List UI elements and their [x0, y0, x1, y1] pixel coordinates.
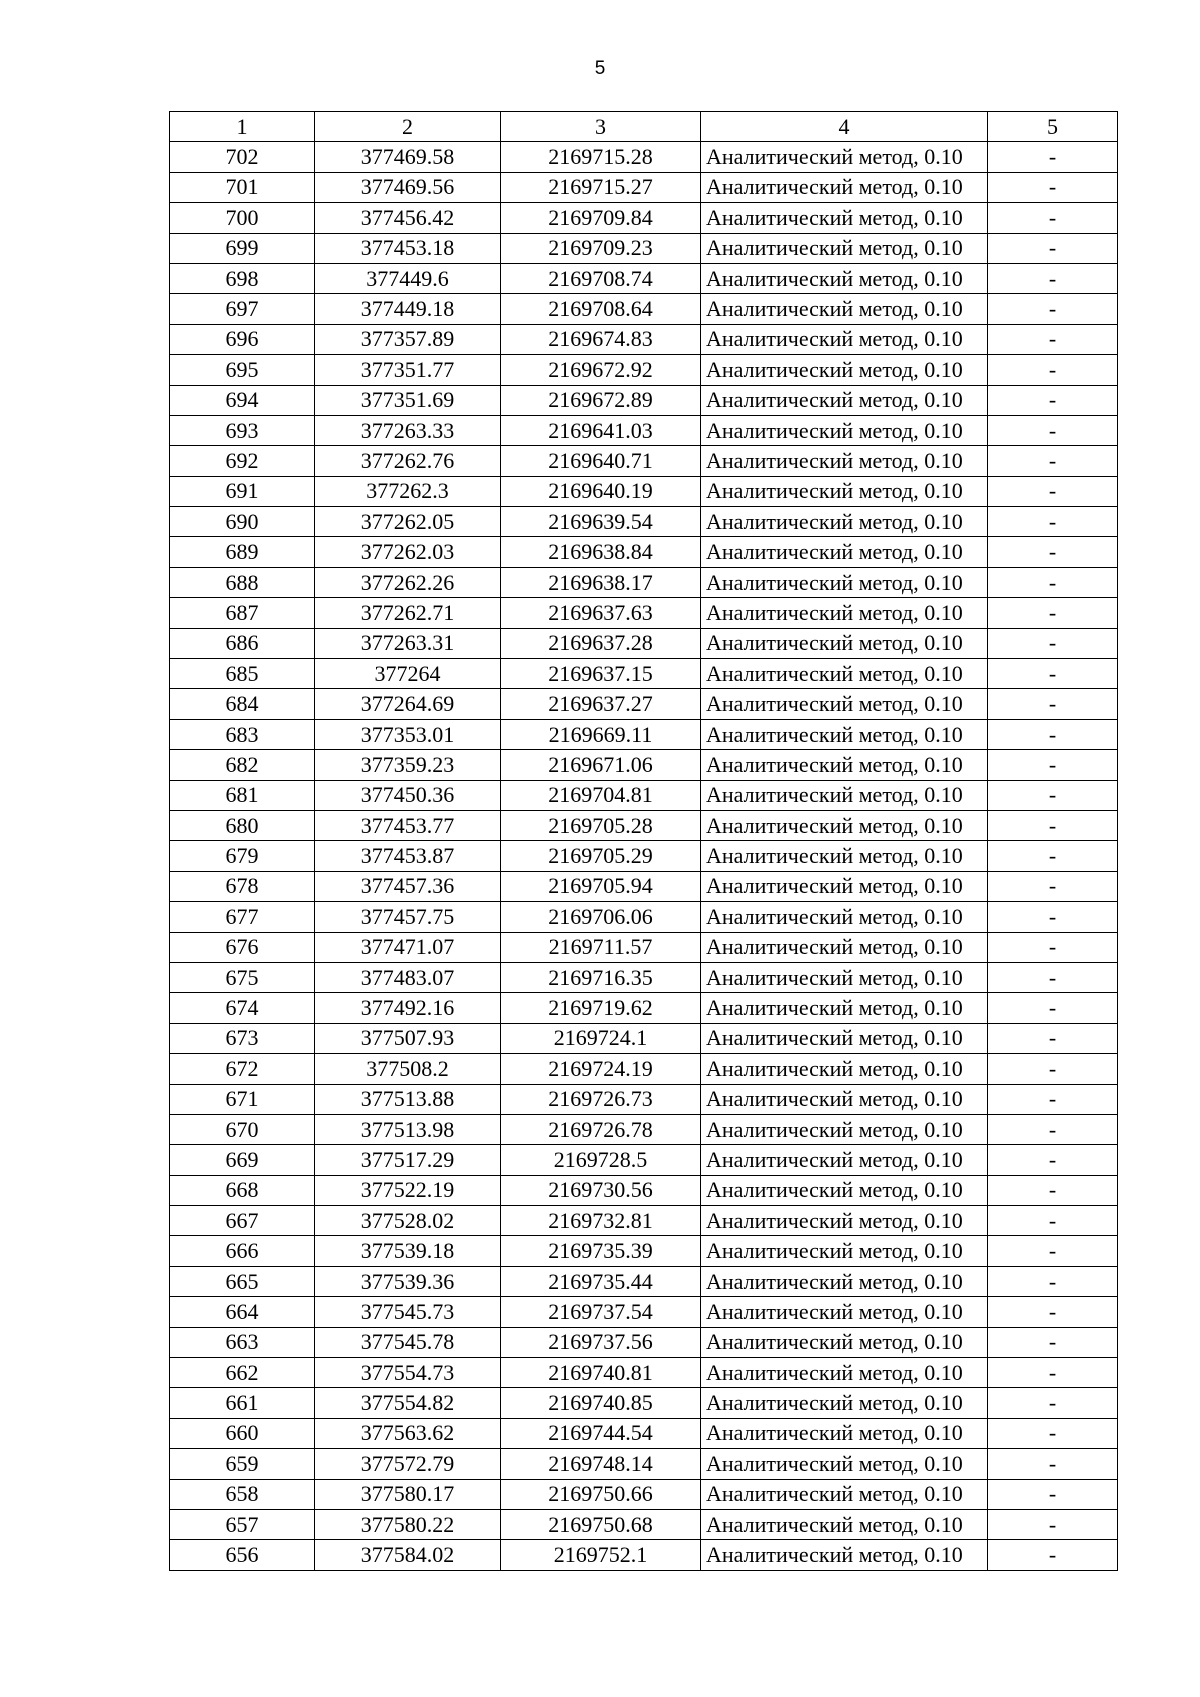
table-row: [170, 1266, 1118, 1296]
table-cell: Аналитический метод, 0.10: [701, 1054, 988, 1084]
table-row: [170, 172, 1118, 202]
table-cell: 377457.36: [315, 871, 501, 901]
table-cell: 377539.18: [315, 1236, 501, 1266]
table-cell: 377456.42: [315, 203, 501, 233]
table-cell: Аналитический метод, 0.10: [701, 780, 988, 810]
table-cell: 2169708.64: [501, 294, 701, 324]
table-cell: 377263.31: [315, 628, 501, 658]
table-cell: 2169705.28: [501, 810, 701, 840]
table-cell: -: [988, 263, 1118, 293]
table-row: [170, 780, 1118, 810]
table-cell: 377469.56: [315, 172, 501, 202]
table-cell: -: [988, 1175, 1118, 1205]
table-cell: -: [988, 780, 1118, 810]
table-cell: 377359.23: [315, 750, 501, 780]
table-cell: -: [988, 1084, 1118, 1114]
table-cell: Аналитический метод, 0.10: [701, 719, 988, 749]
table-row: [170, 203, 1118, 233]
table-cell: 2169637.28: [501, 628, 701, 658]
table-cell: 2169730.56: [501, 1175, 701, 1205]
table-cell: Аналитический метод, 0.10: [701, 1327, 988, 1357]
table-cell: 682: [170, 750, 315, 780]
table-cell: 676: [170, 932, 315, 962]
table-cell: Аналитический метод, 0.10: [701, 446, 988, 476]
table-cell: 701: [170, 172, 315, 202]
column-header: 2: [315, 112, 501, 142]
table-cell: 661: [170, 1388, 315, 1418]
table-row: [170, 1509, 1118, 1539]
table-cell: 2169708.74: [501, 263, 701, 293]
table-cell: Аналитический метод, 0.10: [701, 871, 988, 901]
table-cell: -: [988, 172, 1118, 202]
table-row: [170, 659, 1118, 689]
table-row: [170, 415, 1118, 445]
table-cell: -: [988, 719, 1118, 749]
table-cell: 377572.79: [315, 1449, 501, 1479]
table-cell: -: [988, 294, 1118, 324]
table-cell: 2169724.19: [501, 1054, 701, 1084]
table-cell: 2169674.83: [501, 324, 701, 354]
table-cell: Аналитический метод, 0.10: [701, 415, 988, 445]
table-cell: 377262.05: [315, 507, 501, 537]
table-cell: 2169735.44: [501, 1266, 701, 1296]
table-cell: -: [988, 628, 1118, 658]
table-cell: 2169639.54: [501, 507, 701, 537]
table-cell: 2169726.73: [501, 1084, 701, 1114]
table-cell: -: [988, 355, 1118, 385]
table-row: [170, 841, 1118, 871]
table-cell: 377508.2: [315, 1054, 501, 1084]
table-cell: -: [988, 1479, 1118, 1509]
table-cell: -: [988, 1145, 1118, 1175]
table-cell: -: [988, 324, 1118, 354]
table-cell: 675: [170, 962, 315, 992]
table-cell: 686: [170, 628, 315, 658]
table-cell: 698: [170, 263, 315, 293]
table-cell: 671: [170, 1084, 315, 1114]
table-cell: Аналитический метод, 0.10: [701, 537, 988, 567]
table-cell: 689: [170, 537, 315, 567]
table-cell: 692: [170, 446, 315, 476]
table-cell: 2169716.35: [501, 962, 701, 992]
table-row: [170, 1388, 1118, 1418]
table-cell: 2169637.27: [501, 689, 701, 719]
table-cell: 693: [170, 415, 315, 445]
table-row: [170, 1114, 1118, 1144]
table-cell: -: [988, 1327, 1118, 1357]
table-cell: 377545.73: [315, 1297, 501, 1327]
table-cell: Аналитический метод, 0.10: [701, 659, 988, 689]
table-cell: 377262.03: [315, 537, 501, 567]
table-cell: 377353.01: [315, 719, 501, 749]
table-cell: 2169748.14: [501, 1449, 701, 1479]
table-cell: 2169724.1: [501, 1023, 701, 1053]
table-cell: Аналитический метод, 0.10: [701, 932, 988, 962]
table-row: [170, 1206, 1118, 1236]
table-cell: Аналитический метод, 0.10: [701, 1236, 988, 1266]
table-cell: 2169726.78: [501, 1114, 701, 1144]
table-cell: Аналитический метод, 0.10: [701, 993, 988, 1023]
table-cell: 664: [170, 1297, 315, 1327]
table-cell: -: [988, 385, 1118, 415]
table-cell: 2169709.84: [501, 203, 701, 233]
table-cell: -: [988, 1023, 1118, 1053]
table-cell: Аналитический метод, 0.10: [701, 1084, 988, 1114]
table-row: [170, 1023, 1118, 1053]
table-cell: Аналитический метод, 0.10: [701, 810, 988, 840]
table-body: [170, 142, 1118, 1570]
table-cell: 656: [170, 1540, 315, 1570]
table-cell: 377563.62: [315, 1418, 501, 1448]
table-cell: Аналитический метод, 0.10: [701, 628, 988, 658]
table-cell: -: [988, 1114, 1118, 1144]
table-row: [170, 1175, 1118, 1205]
table-cell: 2169672.92: [501, 355, 701, 385]
table-row: [170, 537, 1118, 567]
table-row: [170, 1054, 1118, 1084]
table-cell: -: [988, 932, 1118, 962]
table-cell: 377262.3: [315, 476, 501, 506]
table-cell: 2169750.68: [501, 1509, 701, 1539]
table-cell: -: [988, 659, 1118, 689]
table-row: [170, 871, 1118, 901]
table-cell: -: [988, 567, 1118, 597]
table-cell: -: [988, 962, 1118, 992]
table-cell: 377507.93: [315, 1023, 501, 1053]
table-row: [170, 142, 1118, 172]
table-cell: Аналитический метод, 0.10: [701, 172, 988, 202]
table-cell: Аналитический метод, 0.10: [701, 1540, 988, 1570]
table-cell: 377351.77: [315, 355, 501, 385]
table-cell: 377492.16: [315, 993, 501, 1023]
table-cell: 377457.75: [315, 902, 501, 932]
table-cell: 377513.98: [315, 1114, 501, 1144]
table-cell: 688: [170, 567, 315, 597]
table-row: [170, 1236, 1118, 1266]
table-cell: 377539.36: [315, 1266, 501, 1296]
column-header: 4: [701, 112, 988, 142]
table-cell: 2169672.89: [501, 385, 701, 415]
table-cell: -: [988, 537, 1118, 567]
table-cell: Аналитический метод, 0.10: [701, 1023, 988, 1053]
table-cell: 377513.88: [315, 1084, 501, 1114]
table-cell: 695: [170, 355, 315, 385]
table-cell: 668: [170, 1175, 315, 1205]
table-cell: 2169704.81: [501, 780, 701, 810]
table-cell: 377580.22: [315, 1509, 501, 1539]
table-cell: 683: [170, 719, 315, 749]
table-cell: Аналитический метод, 0.10: [701, 1175, 988, 1205]
table-cell: 377580.17: [315, 1479, 501, 1509]
table-cell: -: [988, 1418, 1118, 1448]
table-cell: 669: [170, 1145, 315, 1175]
table-cell: 377262.26: [315, 567, 501, 597]
table-cell: -: [988, 415, 1118, 445]
table-row: [170, 476, 1118, 506]
table-row: [170, 719, 1118, 749]
table-cell: Аналитический метод, 0.10: [701, 142, 988, 172]
table-cell: 2169706.06: [501, 902, 701, 932]
table-cell: Аналитический метод, 0.10: [701, 476, 988, 506]
table-cell: -: [988, 1449, 1118, 1479]
table-cell: -: [988, 1358, 1118, 1388]
table-row: [170, 1418, 1118, 1448]
table-cell: 377351.69: [315, 385, 501, 415]
table-cell: -: [988, 1266, 1118, 1296]
table-cell: 377264.69: [315, 689, 501, 719]
table-cell: 2169740.85: [501, 1388, 701, 1418]
coordinates-table: [169, 111, 1118, 1571]
table-cell: 377528.02: [315, 1206, 501, 1236]
table-row: [170, 233, 1118, 263]
table-cell: 700: [170, 203, 315, 233]
table-cell: -: [988, 750, 1118, 780]
table-cell: 2169705.94: [501, 871, 701, 901]
table-cell: Аналитический метод, 0.10: [701, 567, 988, 597]
table-row: [170, 1084, 1118, 1114]
table-cell: 679: [170, 841, 315, 871]
table-cell: 696: [170, 324, 315, 354]
table-cell: Аналитический метод, 0.10: [701, 233, 988, 263]
table-cell: Аналитический метод, 0.10: [701, 1114, 988, 1144]
table-row: [170, 750, 1118, 780]
table-cell: 691: [170, 476, 315, 506]
table-row: [170, 810, 1118, 840]
table-cell: 658: [170, 1479, 315, 1509]
table-cell: 694: [170, 385, 315, 415]
table-row: [170, 294, 1118, 324]
table-row: [170, 1297, 1118, 1327]
table-cell: 2169638.17: [501, 567, 701, 597]
table-cell: 2169740.81: [501, 1358, 701, 1388]
table-cell: 2169735.39: [501, 1236, 701, 1266]
table-cell: 684: [170, 689, 315, 719]
table-cell: 666: [170, 1236, 315, 1266]
table-cell: Аналитический метод, 0.10: [701, 294, 988, 324]
table-cell: 377262.76: [315, 446, 501, 476]
table-row: [170, 567, 1118, 597]
table-cell: 680: [170, 810, 315, 840]
table-cell: -: [988, 902, 1118, 932]
table-cell: Аналитический метод, 0.10: [701, 1449, 988, 1479]
table-cell: 667: [170, 1206, 315, 1236]
table-cell: 2169671.06: [501, 750, 701, 780]
table-cell: -: [988, 598, 1118, 628]
table-cell: Аналитический метод, 0.10: [701, 1297, 988, 1327]
table-cell: Аналитический метод, 0.10: [701, 324, 988, 354]
table-cell: Аналитический метод, 0.10: [701, 750, 988, 780]
table-cell: 377483.07: [315, 962, 501, 992]
table-row: [170, 932, 1118, 962]
table-cell: 685: [170, 659, 315, 689]
table-cell: 687: [170, 598, 315, 628]
table-cell: -: [988, 1297, 1118, 1327]
table-cell: Аналитический метод, 0.10: [701, 1479, 988, 1509]
table-cell: 377522.19: [315, 1175, 501, 1205]
table-cell: 377453.77: [315, 810, 501, 840]
table-cell: -: [988, 1206, 1118, 1236]
table-cell: 2169732.81: [501, 1206, 701, 1236]
table-cell: Аналитический метод, 0.10: [701, 598, 988, 628]
table-cell: 670: [170, 1114, 315, 1144]
table-cell: 377453.87: [315, 841, 501, 871]
table-row: [170, 1145, 1118, 1175]
table-cell: 681: [170, 780, 315, 810]
table-cell: 663: [170, 1327, 315, 1357]
table-row: [170, 324, 1118, 354]
table-cell: 2169728.5: [501, 1145, 701, 1175]
table-cell: -: [988, 1388, 1118, 1418]
table-cell: Аналитический метод, 0.10: [701, 203, 988, 233]
table-cell: 377517.29: [315, 1145, 501, 1175]
column-header: 5: [988, 112, 1118, 142]
table-cell: 377450.36: [315, 780, 501, 810]
table-cell: 377554.73: [315, 1358, 501, 1388]
table-cell: -: [988, 841, 1118, 871]
table-cell: 2169709.23: [501, 233, 701, 263]
table-cell: 659: [170, 1449, 315, 1479]
table-cell: Аналитический метод, 0.10: [701, 841, 988, 871]
table-cell: 2169640.19: [501, 476, 701, 506]
table-cell: Аналитический метод, 0.10: [701, 1266, 988, 1296]
table-cell: -: [988, 1236, 1118, 1266]
table-cell: -: [988, 810, 1118, 840]
page-number: 5: [594, 58, 606, 79]
table-cell: Аналитический метод, 0.10: [701, 689, 988, 719]
table-cell: 2169711.57: [501, 932, 701, 962]
table-cell: 2169719.62: [501, 993, 701, 1023]
table-cell: -: [988, 871, 1118, 901]
table-cell: Аналитический метод, 0.10: [701, 1358, 988, 1388]
table-cell: 662: [170, 1358, 315, 1388]
table-cell: 665: [170, 1266, 315, 1296]
table-cell: Аналитический метод, 0.10: [701, 355, 988, 385]
table-row: [170, 993, 1118, 1023]
table-cell: 677: [170, 902, 315, 932]
table-row: [170, 1358, 1118, 1388]
table-cell: 377449.18: [315, 294, 501, 324]
table-cell: 673: [170, 1023, 315, 1053]
table-cell: 2169744.54: [501, 1418, 701, 1448]
table-cell: Аналитический метод, 0.10: [701, 1418, 988, 1448]
table-row: [170, 446, 1118, 476]
table-cell: 2169641.03: [501, 415, 701, 445]
table-cell: 2169737.54: [501, 1297, 701, 1327]
table-row: [170, 902, 1118, 932]
table-row: [170, 1449, 1118, 1479]
table-cell: Аналитический метод, 0.10: [701, 902, 988, 932]
table-cell: 2169752.1: [501, 1540, 701, 1570]
table-cell: -: [988, 203, 1118, 233]
table-cell: 377453.18: [315, 233, 501, 263]
table-cell: 2169638.84: [501, 537, 701, 567]
table-cell: Аналитический метод, 0.10: [701, 507, 988, 537]
table-cell: Аналитический метод, 0.10: [701, 1509, 988, 1539]
table-cell: 2169715.27: [501, 172, 701, 202]
table-cell: 678: [170, 871, 315, 901]
table-cell: 2169640.71: [501, 446, 701, 476]
table-row: [170, 1479, 1118, 1509]
column-header: 1: [170, 112, 315, 142]
table-cell: 377264: [315, 659, 501, 689]
table-row: [170, 1327, 1118, 1357]
table-row: [170, 962, 1118, 992]
table-cell: -: [988, 142, 1118, 172]
table-row: [170, 1540, 1118, 1570]
table-cell: -: [988, 476, 1118, 506]
table-cell: -: [988, 1509, 1118, 1539]
table-row: [170, 628, 1118, 658]
table-row: [170, 689, 1118, 719]
table-cell: -: [988, 1054, 1118, 1084]
table-cell: Аналитический метод, 0.10: [701, 1206, 988, 1236]
table-cell: 657: [170, 1509, 315, 1539]
table-cell: 377262.71: [315, 598, 501, 628]
table-cell: 377263.33: [315, 415, 501, 445]
table-cell: -: [988, 689, 1118, 719]
table-cell: 660: [170, 1418, 315, 1448]
table-cell: 2169637.15: [501, 659, 701, 689]
table-cell: 377545.78: [315, 1327, 501, 1357]
table-row: [170, 385, 1118, 415]
table-cell: 2169750.66: [501, 1479, 701, 1509]
table-cell: 2169669.11: [501, 719, 701, 749]
table-cell: 690: [170, 507, 315, 537]
table-cell: 377469.58: [315, 142, 501, 172]
table-cell: 672: [170, 1054, 315, 1084]
table-cell: 2169637.63: [501, 598, 701, 628]
table-cell: Аналитический метод, 0.10: [701, 1388, 988, 1418]
table-cell: Аналитический метод, 0.10: [701, 263, 988, 293]
table-cell: -: [988, 446, 1118, 476]
table-cell: 2169705.29: [501, 841, 701, 871]
table-cell: Аналитический метод, 0.10: [701, 385, 988, 415]
table-cell: 697: [170, 294, 315, 324]
table-cell: 2169737.56: [501, 1327, 701, 1357]
table-cell: -: [988, 233, 1118, 263]
table-cell: 674: [170, 993, 315, 1023]
table-row: [170, 263, 1118, 293]
table-cell: Аналитический метод, 0.10: [701, 1145, 988, 1175]
table-cell: 699: [170, 233, 315, 263]
table-cell: 377584.02: [315, 1540, 501, 1570]
table-cell: 702: [170, 142, 315, 172]
table-row: [170, 355, 1118, 385]
column-header: 3: [501, 112, 701, 142]
table-header-row: [170, 112, 1118, 142]
table-row: [170, 598, 1118, 628]
table-cell: 377554.82: [315, 1388, 501, 1418]
table-cell: Аналитический метод, 0.10: [701, 962, 988, 992]
table-cell: 2169715.28: [501, 142, 701, 172]
table-cell: 377471.07: [315, 932, 501, 962]
table-row: [170, 507, 1118, 537]
table-cell: -: [988, 507, 1118, 537]
table-cell: 377357.89: [315, 324, 501, 354]
table-cell: 377449.6: [315, 263, 501, 293]
table-cell: -: [988, 1540, 1118, 1570]
table-cell: -: [988, 993, 1118, 1023]
